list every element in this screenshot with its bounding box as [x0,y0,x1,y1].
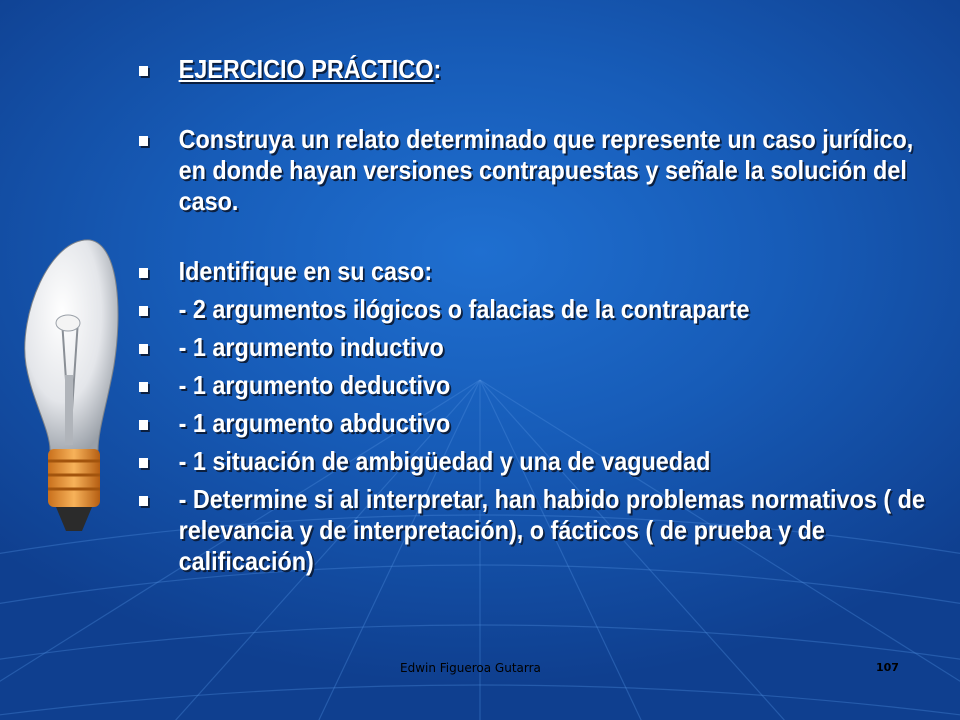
bullet-icon [139,458,148,468]
list-item [130,332,939,363]
list-item-text: - 1 argumento abductivo [178,408,451,438]
list-item [130,446,939,477]
list-item [130,370,939,401]
list-item-text: Construya un relato determinado que represente un caso jurídico, en donde hayan versiones contrapuestas y señale la solución del caso. [178,124,914,216]
list-item-text: - 1 argumento deductivo [178,370,451,400]
list-item-text: - 1 argumento inductivo [178,332,444,362]
list-item-text: Identifique en su caso: [178,256,433,286]
bullet-icon [139,344,148,354]
list-item [130,484,939,577]
slide-title [130,54,939,85]
slide-title-colon: : [433,54,442,84]
list-item [130,294,939,325]
bullet-icon [139,382,148,392]
bullet-icon [139,66,148,76]
list-item-text: - Determine si al interpretar, han habido problemas normativos ( de relevancia y de interpretación), o fácticos ( de prueba y de calificación) [178,484,925,576]
slide-title-text: EJERCICIO PRÁCTICO [178,54,434,84]
list-item-text: - 1 situación de ambigüedad y una de vaguedad [178,446,711,476]
footer-author: Edwin Figueroa Gutarra [400,661,541,675]
list-item-text: - 2 argumentos ilógicos o falacias de la contraparte [178,294,750,324]
bullet-icon [139,496,148,506]
bullet-icon [139,268,148,278]
bullet-list [130,54,940,577]
page-number: 107 [876,661,899,674]
bullet-icon [139,306,148,316]
list-item [130,256,939,287]
light-bulb-icon [10,235,130,535]
bullet-icon [139,420,148,430]
bullet-icon [139,136,148,146]
list-item [130,124,939,217]
list-item [130,408,939,439]
